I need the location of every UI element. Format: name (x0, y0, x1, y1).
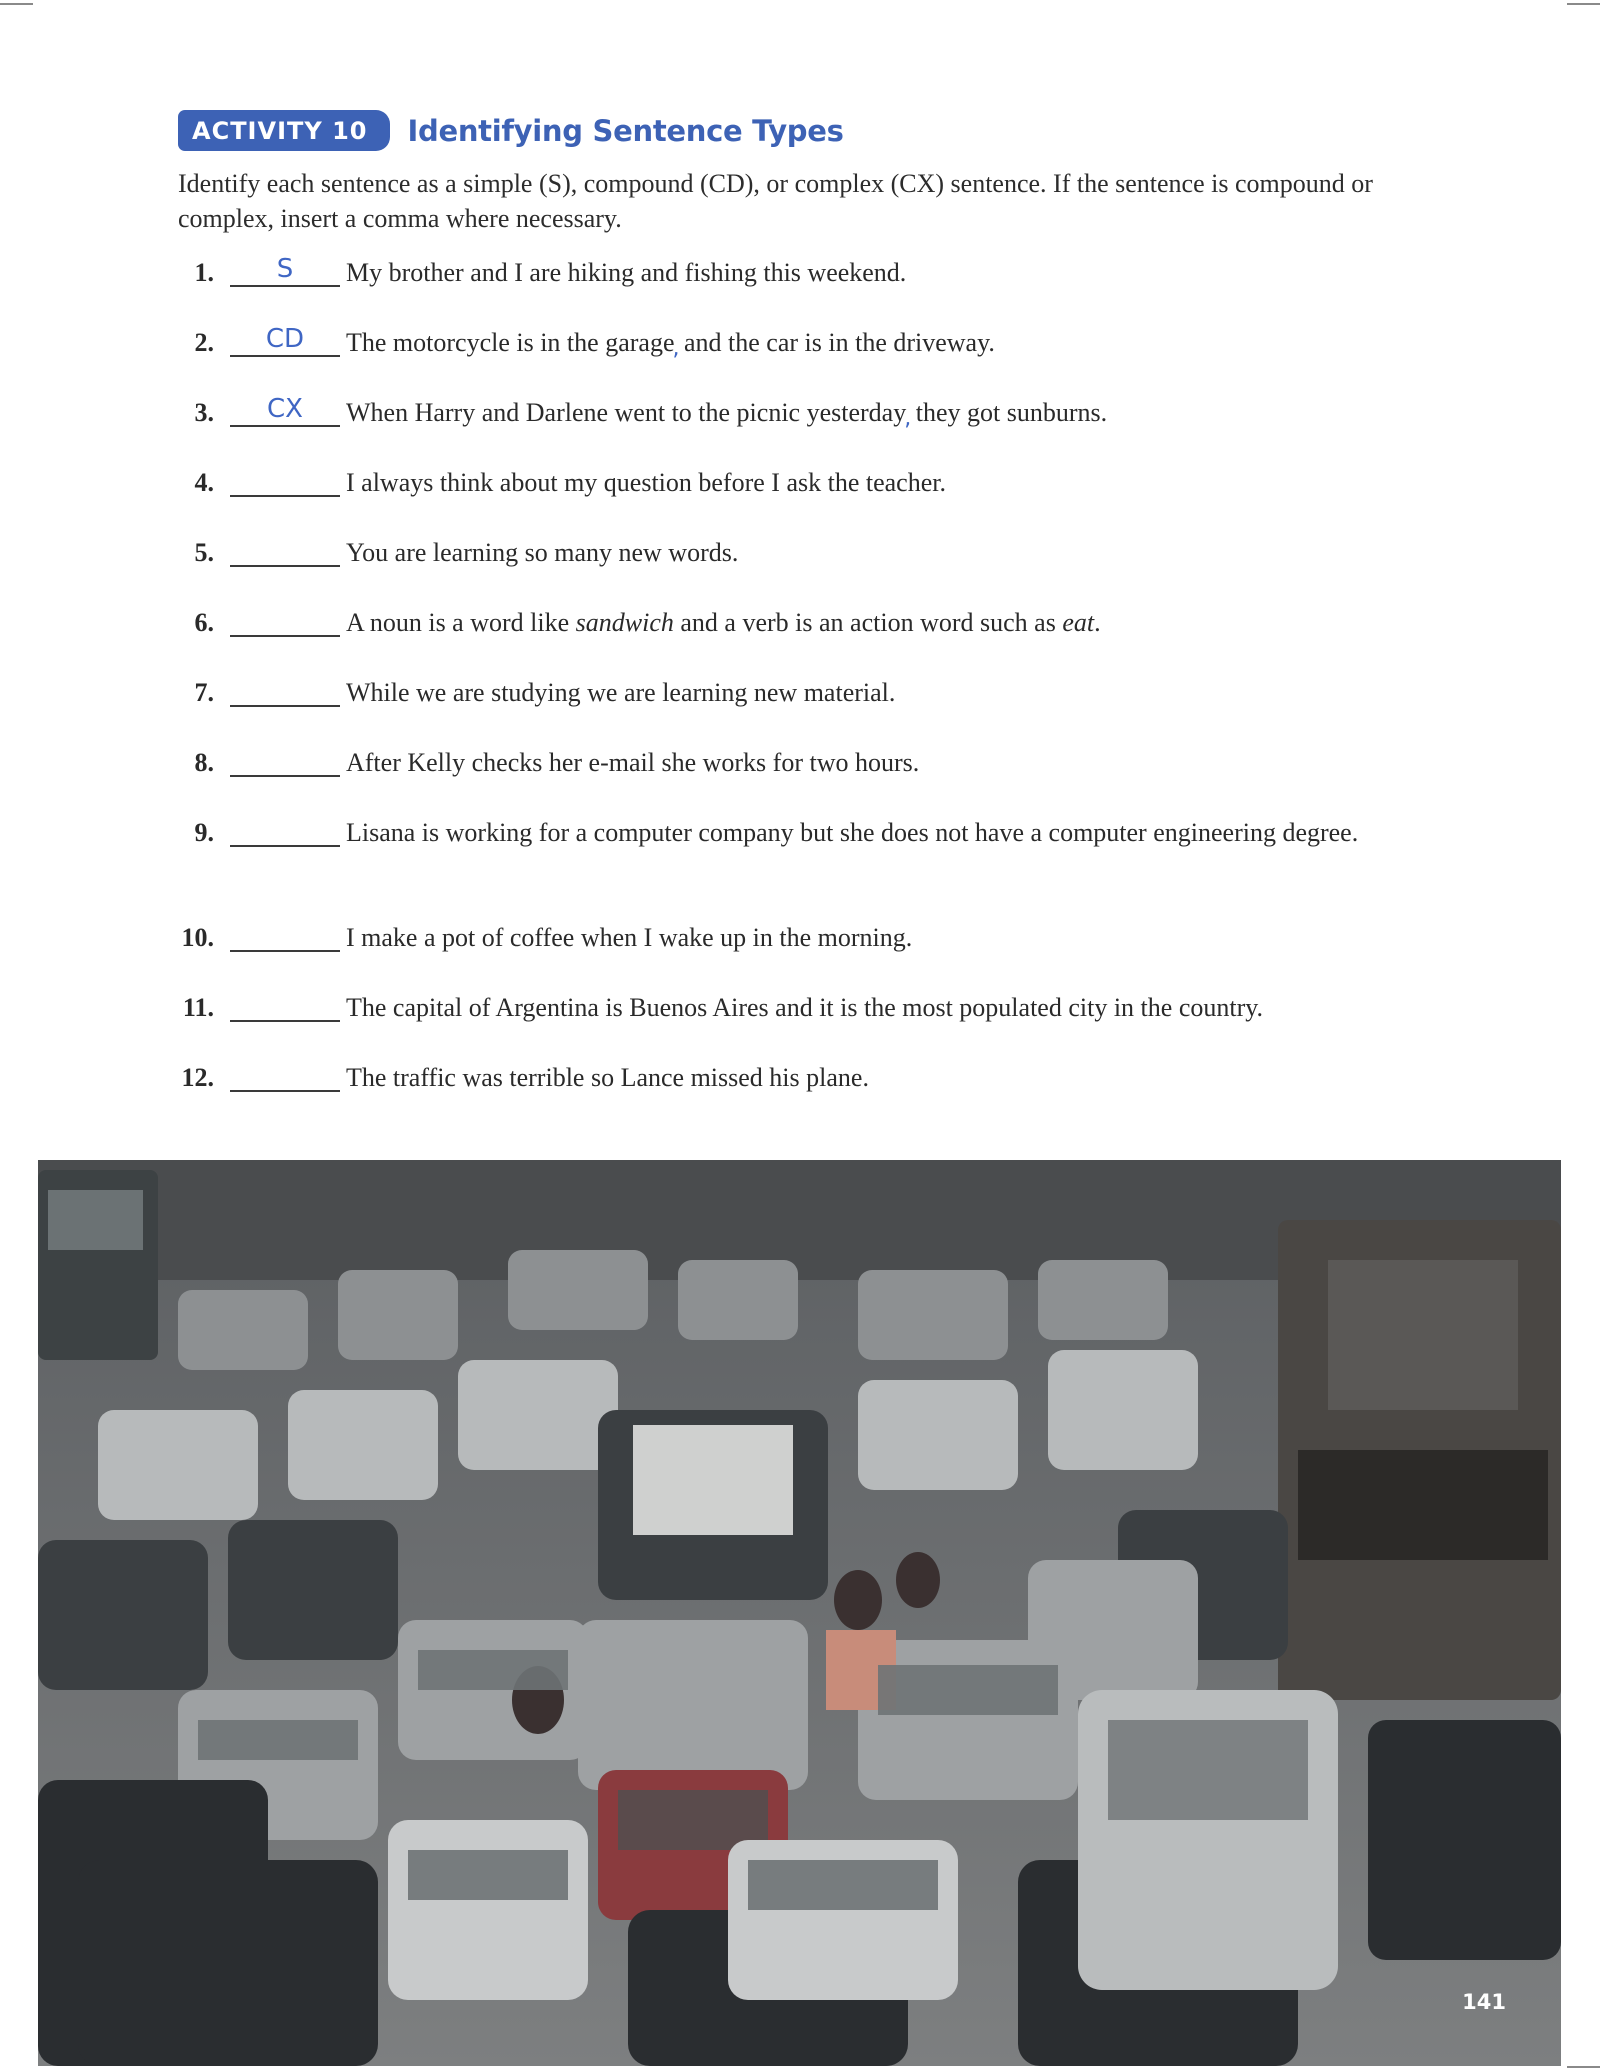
sentence-text: While we are studying we are learning new material. (346, 678, 896, 707)
instructions-text: Identify each sentence as a simple (S), compound (CD), or complex (CX) sentence. If the sentence is compound or complex, insert a comma where necessary. (178, 169, 1373, 233)
exercise-item-6 (178, 605, 1366, 640)
handwritten-answer: CD (265, 324, 305, 354)
answer-blank[interactable] (230, 325, 340, 357)
sentence-text: The traffic was terrible so Lance missed his plane. (346, 1063, 869, 1092)
crop-mark-top-right (1567, 3, 1600, 5)
page-number: 141 (1462, 1990, 1506, 2014)
handwritten-answer: CX (267, 394, 303, 424)
sentence-text: The capital of Argentina is Buenos Aires and it is the most populated city in the country. (346, 993, 1264, 1022)
activity-header (178, 108, 844, 153)
item-number: 1. (194, 258, 214, 287)
item-number: 2. (194, 328, 214, 357)
exercise-item-5 (178, 535, 1366, 570)
sentence-text: My brother and I are hiking and fishing this weekend. (346, 258, 907, 287)
sentence-text: Lisana is working for a computer company but she does not have a computer engineering degree. (346, 818, 1359, 847)
answer-blank[interactable] (230, 605, 340, 637)
answer-blank[interactable] (230, 745, 340, 777)
crop-mark-bottom-right (1567, 2066, 1600, 2068)
sentence-text: You are learning so many new words. (346, 538, 739, 567)
sentence-text: A noun is a word like sandwich and a verb is an action word such as eat. (346, 608, 1101, 637)
answer-blank[interactable] (230, 1060, 340, 1092)
exercise-item-9 (178, 815, 1366, 850)
sentence-text: I always think about my question before I ask the teacher. (346, 468, 946, 497)
answer-blank[interactable] (230, 815, 340, 847)
exercise-item-8 (178, 745, 1366, 780)
sentence-text: After Kelly checks her e-mail she works for two hours. (346, 748, 920, 777)
answer-blank[interactable] (230, 535, 340, 567)
inserted-comma: , (904, 406, 912, 431)
sentence-text: I make a pot of coffee when I wake up in the morning. (346, 923, 913, 952)
item-number: 6. (194, 608, 214, 637)
item-number: 4. (194, 468, 214, 497)
item-number: 11. (182, 993, 214, 1022)
exercise-item-10 (178, 920, 1366, 955)
exercise-item-7 (178, 675, 1366, 710)
traffic-jam-photo (38, 1160, 1561, 2066)
traffic-scene-illustration (38, 1160, 1561, 2066)
item-number: 7. (194, 678, 214, 707)
answer-blank[interactable] (230, 255, 340, 287)
answer-blank[interactable] (230, 395, 340, 427)
exercise-item-12 (178, 1060, 1366, 1095)
exercise-item-2 (178, 325, 1366, 362)
answer-blank[interactable] (230, 920, 340, 952)
answer-blank[interactable] (230, 465, 340, 497)
crop-mark-top-left (0, 3, 33, 5)
item-number: 9. (194, 818, 214, 847)
item-number: 12. (181, 1063, 214, 1092)
item-number: 10. (181, 923, 214, 952)
exercise-item-1 (178, 255, 1366, 290)
inserted-comma: , (672, 336, 680, 361)
activity-badge: ACTIVITY 10 (178, 110, 390, 151)
exercise-item-4 (178, 465, 1366, 500)
activity-title: Identifying Sentence Types (407, 113, 844, 148)
instructions (178, 166, 1378, 236)
answer-blank[interactable] (230, 990, 340, 1022)
answer-blank[interactable] (230, 675, 340, 707)
handwritten-answer: S (276, 254, 294, 284)
sentence-text: When Harry and Darlene went to the picnic yesterday, they got sunburns. (346, 398, 1108, 431)
item-number: 3. (194, 398, 214, 427)
exercise-item-11 (178, 990, 1366, 1025)
item-number: 8. (194, 748, 214, 777)
exercise-item-3 (178, 395, 1366, 432)
sentence-text: The motorcycle is in the garage, and the car is in the driveway. (346, 328, 995, 361)
item-number: 5. (194, 538, 214, 567)
